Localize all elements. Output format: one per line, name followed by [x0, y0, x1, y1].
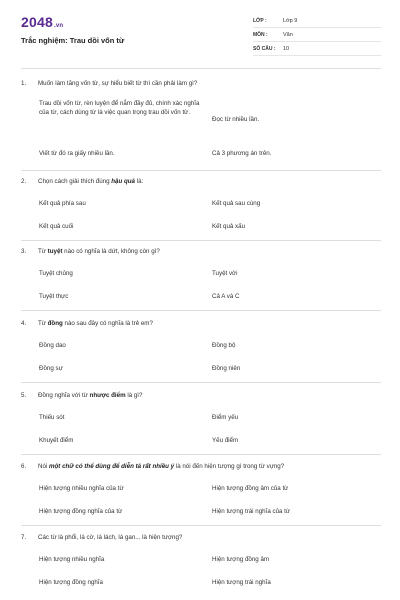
divider [21, 68, 381, 69]
option-c[interactable]: Tuyệt thực [39, 293, 69, 300]
option-a[interactable]: Tuyệt chủng [39, 270, 73, 277]
option-a[interactable]: Đồng dao [39, 342, 66, 349]
option-d[interactable]: Hiện tượng trái nghĩa của từ [212, 508, 291, 515]
option-d[interactable]: Hiện tượng trái nghĩa [212, 579, 271, 586]
divider [21, 240, 381, 241]
divider [21, 310, 381, 311]
option-b[interactable]: Hiện tượng đồng âm [212, 556, 270, 563]
question-4 [21, 320, 381, 378]
option-a[interactable]: Thiếu sót [39, 414, 65, 421]
quiz-title: Trắc nghiệm: Trau dồi vốn từ [21, 36, 125, 45]
option-d[interactable]: Cả 3 phương án trên. [212, 150, 272, 157]
divider [21, 382, 381, 383]
meta-row-subject [253, 28, 381, 42]
option-a[interactable]: Kết quả phía sau [39, 200, 86, 207]
option-c[interactable]: Hiện tượng đồng nghĩa [39, 579, 103, 586]
question-7 [21, 534, 381, 592]
meta-label: LỚP : [253, 17, 267, 24]
logo-main: 2048 [21, 14, 53, 30]
question-5 [21, 392, 381, 450]
option-b[interactable]: Đọc từ nhiều lần. [212, 116, 260, 123]
logo-sub: .vn [53, 23, 64, 29]
question-6 [21, 463, 381, 521]
option-d[interactable]: Yếu điểm [212, 437, 239, 444]
divider [21, 170, 381, 171]
meta-value: 10 [283, 45, 290, 52]
meta-row-count [253, 42, 381, 56]
option-c[interactable]: Đồng sự [39, 365, 63, 372]
divider [21, 454, 381, 455]
site-logo[interactable] [21, 14, 63, 30]
question-3 [21, 248, 381, 306]
divider [21, 525, 381, 526]
meta-label: SỐ CÂU : [253, 45, 276, 52]
question-text: 7. Các từ là phổi, lá cờ, lá lách, lá gan... là hiện tượng? [21, 534, 183, 541]
header [0, 0, 400, 64]
question-1 [21, 80, 381, 165]
option-a[interactable]: Hiện tượng nhiều nghĩa [39, 556, 105, 563]
option-b[interactable]: Điểm yếu [212, 414, 239, 421]
question-text: 1. Muốn làm tăng vốn từ, sự hiểu biết từ thì cần phải làm gì? [21, 80, 198, 87]
question-text: 6. Nói một chữ có thể dùng để diễn tả rất nhiều ý là nói đến hiện tượng gì trong từ vựng? [21, 463, 285, 470]
meta-value: Lớp 9 [283, 17, 298, 24]
option-d[interactable]: Đồng niên [212, 365, 241, 372]
option-c[interactable]: Viết từ đó ra giấy nhiều lần. [39, 150, 115, 157]
meta-info [253, 14, 381, 56]
meta-label: MÔN : [253, 31, 268, 38]
option-d[interactable]: Cả A và C [212, 293, 240, 300]
question-text: 2. Chọn cách giải thích đúng hậu quả là: [21, 178, 144, 185]
meta-value: Văn [283, 31, 293, 38]
option-c[interactable]: Khuyết điểm [39, 437, 74, 444]
question-2 [21, 178, 381, 236]
option-d[interactable]: Kết quả xấu [212, 223, 246, 230]
option-c[interactable]: Hiện tượng đồng nghĩa của từ [39, 508, 123, 515]
meta-row-class [253, 14, 381, 28]
option-a[interactable]: Hiện tượng nhiều nghĩa của từ [39, 485, 124, 492]
question-text: 3. Từ tuyệt nào có nghĩa là dứt, không còn gì? [21, 248, 160, 255]
option-b[interactable]: Đồng bộ [212, 342, 236, 349]
option-c[interactable]: Kết quả cuối [39, 223, 74, 230]
option-b[interactable]: Tuyệt vời [212, 270, 238, 277]
option-b[interactable]: Kết quả sau cùng [212, 200, 261, 207]
question-text: 4. Từ đồng nào sau đây có nghĩa là trẻ em? [21, 320, 153, 327]
option-a[interactable]: Trau dồi vốn từ, rèn luyện để nắm đầy đủ, chính xác nghĩa của từ, cách dùng từ là việc quan trọng trau dồi vốn từ. [39, 100, 200, 116]
option-b[interactable]: Hiện tượng đồng âm của từ [212, 485, 289, 492]
question-text: 5. Đồng nghĩa với từ nhược điểm là gì? [21, 392, 143, 399]
